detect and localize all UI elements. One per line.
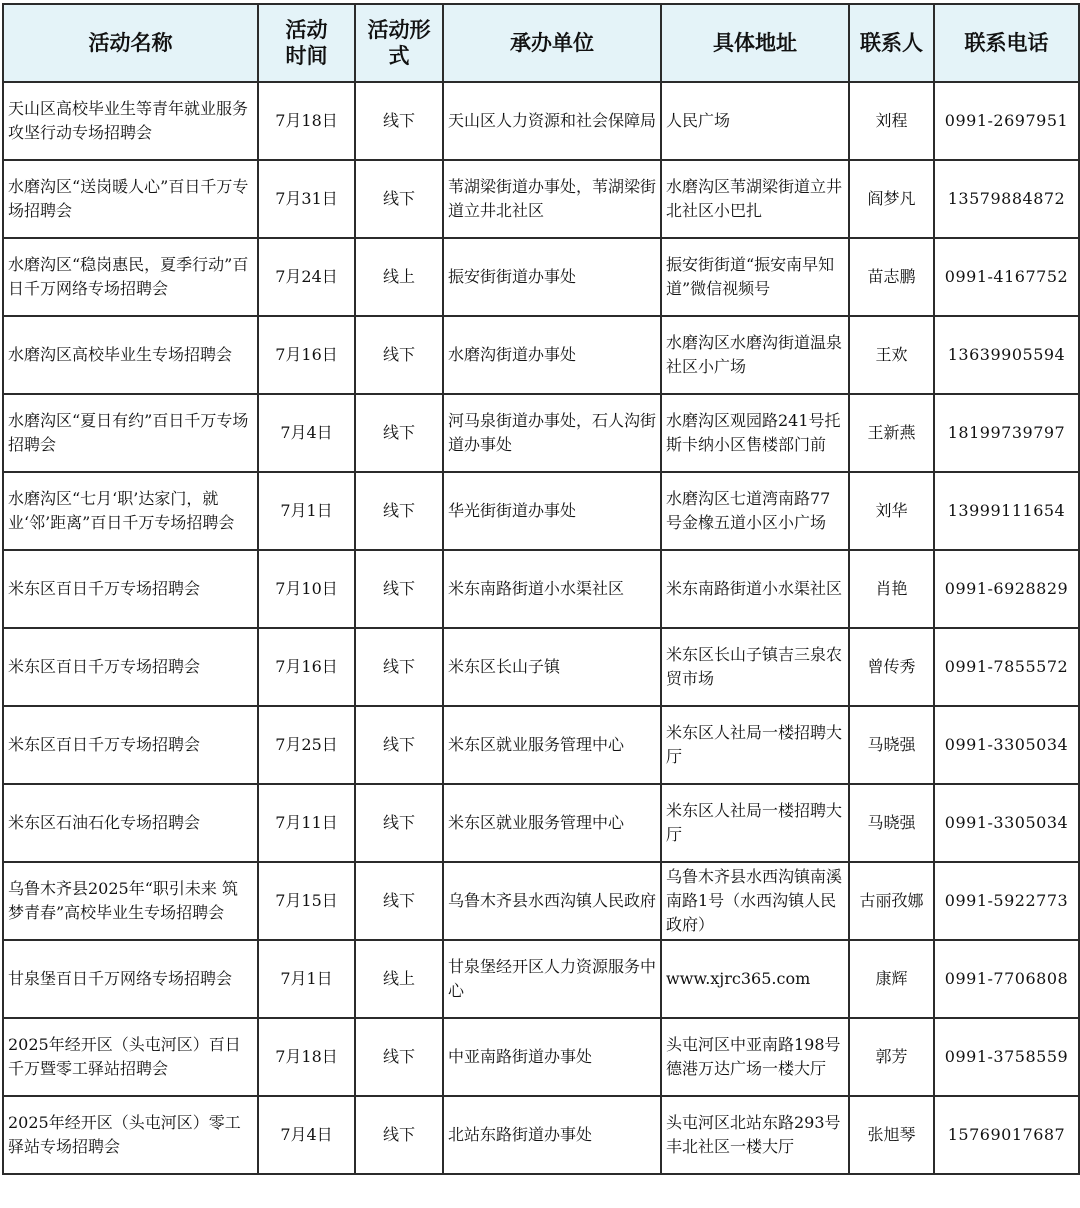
contact-phone-cell: 0991-3758559 bbox=[934, 1018, 1079, 1096]
organizer-cell: 米东区就业服务管理中心 bbox=[443, 784, 661, 862]
event-date-cell: 7月10日 bbox=[258, 550, 355, 628]
contact-person-cell: 刘华 bbox=[849, 472, 934, 550]
table-row bbox=[3, 316, 1079, 394]
organizer-cell: 中亚南路街道办事处 bbox=[443, 1018, 661, 1096]
event-date-cell: 7月15日 bbox=[258, 862, 355, 940]
contact-person-cell: 刘程 bbox=[849, 82, 934, 160]
contact-person-cell: 郭芳 bbox=[849, 1018, 934, 1096]
contact-person-cell: 马晓强 bbox=[849, 784, 934, 862]
table-row bbox=[3, 940, 1079, 1018]
contact-person-cell: 肖艳 bbox=[849, 550, 934, 628]
event-name-cell: 水磨沟区“稳岗惠民，夏季行动”百日千万网络专场招聘会 bbox=[3, 238, 258, 316]
organizer-cell: 乌鲁木齐县水西沟镇人民政府 bbox=[443, 862, 661, 940]
event-name-cell: 甘泉堡百日千万网络专场招聘会 bbox=[3, 940, 258, 1018]
table-row bbox=[3, 394, 1079, 472]
event-date-cell: 7月11日 bbox=[258, 784, 355, 862]
contact-person-cell: 王新燕 bbox=[849, 394, 934, 472]
contact-phone-cell: 0991-4167752 bbox=[934, 238, 1079, 316]
event-date-cell: 7月24日 bbox=[258, 238, 355, 316]
header-contact-person: 联系人 bbox=[849, 4, 934, 82]
event-mode-cell: 线下 bbox=[355, 82, 443, 160]
contact-phone-cell: 13639905594 bbox=[934, 316, 1079, 394]
table-row bbox=[3, 862, 1079, 940]
organizer-cell: 华光街街道办事处 bbox=[443, 472, 661, 550]
contact-phone-cell: 0991-7855572 bbox=[934, 628, 1079, 706]
contact-person-cell: 曾传秀 bbox=[849, 628, 934, 706]
event-mode-cell: 线下 bbox=[355, 394, 443, 472]
event-name-cell: 米东区石油石化专场招聘会 bbox=[3, 784, 258, 862]
event-mode-cell: 线下 bbox=[355, 1018, 443, 1096]
contact-person-cell: 张旭琴 bbox=[849, 1096, 934, 1174]
header-address: 具体地址 bbox=[661, 4, 849, 82]
event-name-cell: 乌鲁木齐县2025年“职引未来 筑梦青春”高校毕业生专场招聘会 bbox=[3, 862, 258, 940]
event-mode-cell: 线下 bbox=[355, 316, 443, 394]
address-cell: 头屯河区中亚南路198号德港万达广场一楼大厅 bbox=[661, 1018, 849, 1096]
contact-phone-cell: 0991-2697951 bbox=[934, 82, 1079, 160]
event-date-cell: 7月16日 bbox=[258, 628, 355, 706]
contact-person-cell: 马晓强 bbox=[849, 706, 934, 784]
table-header bbox=[3, 4, 1079, 82]
organizer-cell: 甘泉堡经开区人力资源服务中心 bbox=[443, 940, 661, 1018]
organizer-cell: 米东南路街道小水渠社区 bbox=[443, 550, 661, 628]
table-row bbox=[3, 784, 1079, 862]
table-row bbox=[3, 1018, 1079, 1096]
contact-person-cell: 王欢 bbox=[849, 316, 934, 394]
event-name-cell: 天山区高校毕业生等青年就业服务攻坚行动专场招聘会 bbox=[3, 82, 258, 160]
event-date-cell: 7月4日 bbox=[258, 1096, 355, 1174]
address-cell: 水磨沟区七道湾南路77号金橡五道小区小广场 bbox=[661, 472, 849, 550]
event-name-cell: 水磨沟区“夏日有约”百日千万专场招聘会 bbox=[3, 394, 258, 472]
event-mode-cell: 线上 bbox=[355, 940, 443, 1018]
event-date-cell: 7月18日 bbox=[258, 82, 355, 160]
event-date-cell: 7月18日 bbox=[258, 1018, 355, 1096]
event-mode-cell: 线下 bbox=[355, 706, 443, 784]
contact-phone-cell: 13579884872 bbox=[934, 160, 1079, 238]
address-cell: 米东南路街道小水渠社区 bbox=[661, 550, 849, 628]
event-date-cell: 7月16日 bbox=[258, 316, 355, 394]
event-name-cell: 水磨沟区高校毕业生专场招聘会 bbox=[3, 316, 258, 394]
header-contact-phone: 联系电话 bbox=[934, 4, 1079, 82]
contact-phone-cell: 18199739797 bbox=[934, 394, 1079, 472]
event-name-cell: 米东区百日千万专场招聘会 bbox=[3, 550, 258, 628]
event-name-cell: 米东区百日千万专场招聘会 bbox=[3, 628, 258, 706]
table-row bbox=[3, 550, 1079, 628]
event-date-cell: 7月4日 bbox=[258, 394, 355, 472]
address-cell: 水磨沟区苇湖梁街道立井北社区小巴扎 bbox=[661, 160, 849, 238]
contact-person-cell: 古丽孜娜 bbox=[849, 862, 934, 940]
job-fair-table bbox=[2, 3, 1080, 1175]
table-row bbox=[3, 238, 1079, 316]
contact-person-cell: 苗志鹏 bbox=[849, 238, 934, 316]
contact-phone-cell: 0991-5922773 bbox=[934, 862, 1079, 940]
event-name-cell: 水磨沟区“七月‘职’达家门，就业‘邻’距离”百日千万专场招聘会 bbox=[3, 472, 258, 550]
contact-phone-cell: 0991-3305034 bbox=[934, 706, 1079, 784]
address-cell: 米东区人社局一楼招聘大厅 bbox=[661, 784, 849, 862]
contact-phone-cell: 0991-7706808 bbox=[934, 940, 1079, 1018]
event-mode-cell: 线下 bbox=[355, 784, 443, 862]
address-cell: 米东区长山子镇吉三泉农贸市场 bbox=[661, 628, 849, 706]
organizer-cell: 苇湖梁街道办事处，苇湖梁街道立井北社区 bbox=[443, 160, 661, 238]
event-mode-cell: 线下 bbox=[355, 1096, 443, 1174]
event-name-cell: 2025年经开区（头屯河区）零工驿站专场招聘会 bbox=[3, 1096, 258, 1174]
event-mode-cell: 线下 bbox=[355, 628, 443, 706]
contact-phone-cell: 0991-3305034 bbox=[934, 784, 1079, 862]
organizer-cell: 振安街街道办事处 bbox=[443, 238, 661, 316]
address-cell: 人民广场 bbox=[661, 82, 849, 160]
header-row bbox=[3, 4, 1079, 82]
header-organizer: 承办单位 bbox=[443, 4, 661, 82]
table-row bbox=[3, 160, 1079, 238]
organizer-cell: 水磨沟街道办事处 bbox=[443, 316, 661, 394]
address-cell: 乌鲁木齐县水西沟镇南溪南路1号（水西沟镇人民政府） bbox=[661, 862, 849, 940]
organizer-cell: 河马泉街道办事处，石人沟街道办事处 bbox=[443, 394, 661, 472]
table-row bbox=[3, 1096, 1079, 1174]
contact-person-cell: 康辉 bbox=[849, 940, 934, 1018]
event-name-cell: 2025年经开区（头屯河区）百日千万暨零工驿站招聘会 bbox=[3, 1018, 258, 1096]
event-date-cell: 7月25日 bbox=[258, 706, 355, 784]
address-cell: 水磨沟区观园路241号托斯卡纳小区售楼部门前 bbox=[661, 394, 849, 472]
event-mode-cell: 线下 bbox=[355, 550, 443, 628]
event-name-cell: 米东区百日千万专场招聘会 bbox=[3, 706, 258, 784]
event-date-cell: 7月1日 bbox=[258, 940, 355, 1018]
organizer-cell: 北站东路街道办事处 bbox=[443, 1096, 661, 1174]
address-cell: 振安街街道“振安南早知道”微信视频号 bbox=[661, 238, 849, 316]
organizer-cell: 天山区人力资源和社会保障局 bbox=[443, 82, 661, 160]
contact-person-cell: 阎梦凡 bbox=[849, 160, 934, 238]
contact-phone-cell: 0991-6928829 bbox=[934, 550, 1079, 628]
contact-phone-cell: 13999111654 bbox=[934, 472, 1079, 550]
table-row bbox=[3, 706, 1079, 784]
address-cell: www.xjrc365.com bbox=[661, 940, 849, 1018]
address-cell: 头屯河区北站东路293号丰北社区一楼大厅 bbox=[661, 1096, 849, 1174]
header-event-name: 活动名称 bbox=[3, 4, 258, 82]
table-row bbox=[3, 628, 1079, 706]
address-cell: 米东区人社局一楼招聘大厅 bbox=[661, 706, 849, 784]
event-name-cell: 水磨沟区“送岗暖人心”百日千万专场招聘会 bbox=[3, 160, 258, 238]
organizer-cell: 米东区就业服务管理中心 bbox=[443, 706, 661, 784]
event-date-cell: 7月31日 bbox=[258, 160, 355, 238]
event-mode-cell: 线下 bbox=[355, 160, 443, 238]
table-row bbox=[3, 82, 1079, 160]
address-cell: 水磨沟区水磨沟街道温泉社区小广场 bbox=[661, 316, 849, 394]
organizer-cell: 米东区长山子镇 bbox=[443, 628, 661, 706]
event-mode-cell: 线上 bbox=[355, 238, 443, 316]
contact-phone-cell: 15769017687 bbox=[934, 1096, 1079, 1174]
event-mode-cell: 线下 bbox=[355, 472, 443, 550]
header-event-date: 活动 时间 bbox=[258, 4, 355, 82]
header-event-mode: 活动形 式 bbox=[355, 4, 443, 82]
table-body bbox=[3, 82, 1079, 1174]
event-date-cell: 7月1日 bbox=[258, 472, 355, 550]
event-mode-cell: 线下 bbox=[355, 862, 443, 940]
table-row bbox=[3, 472, 1079, 550]
